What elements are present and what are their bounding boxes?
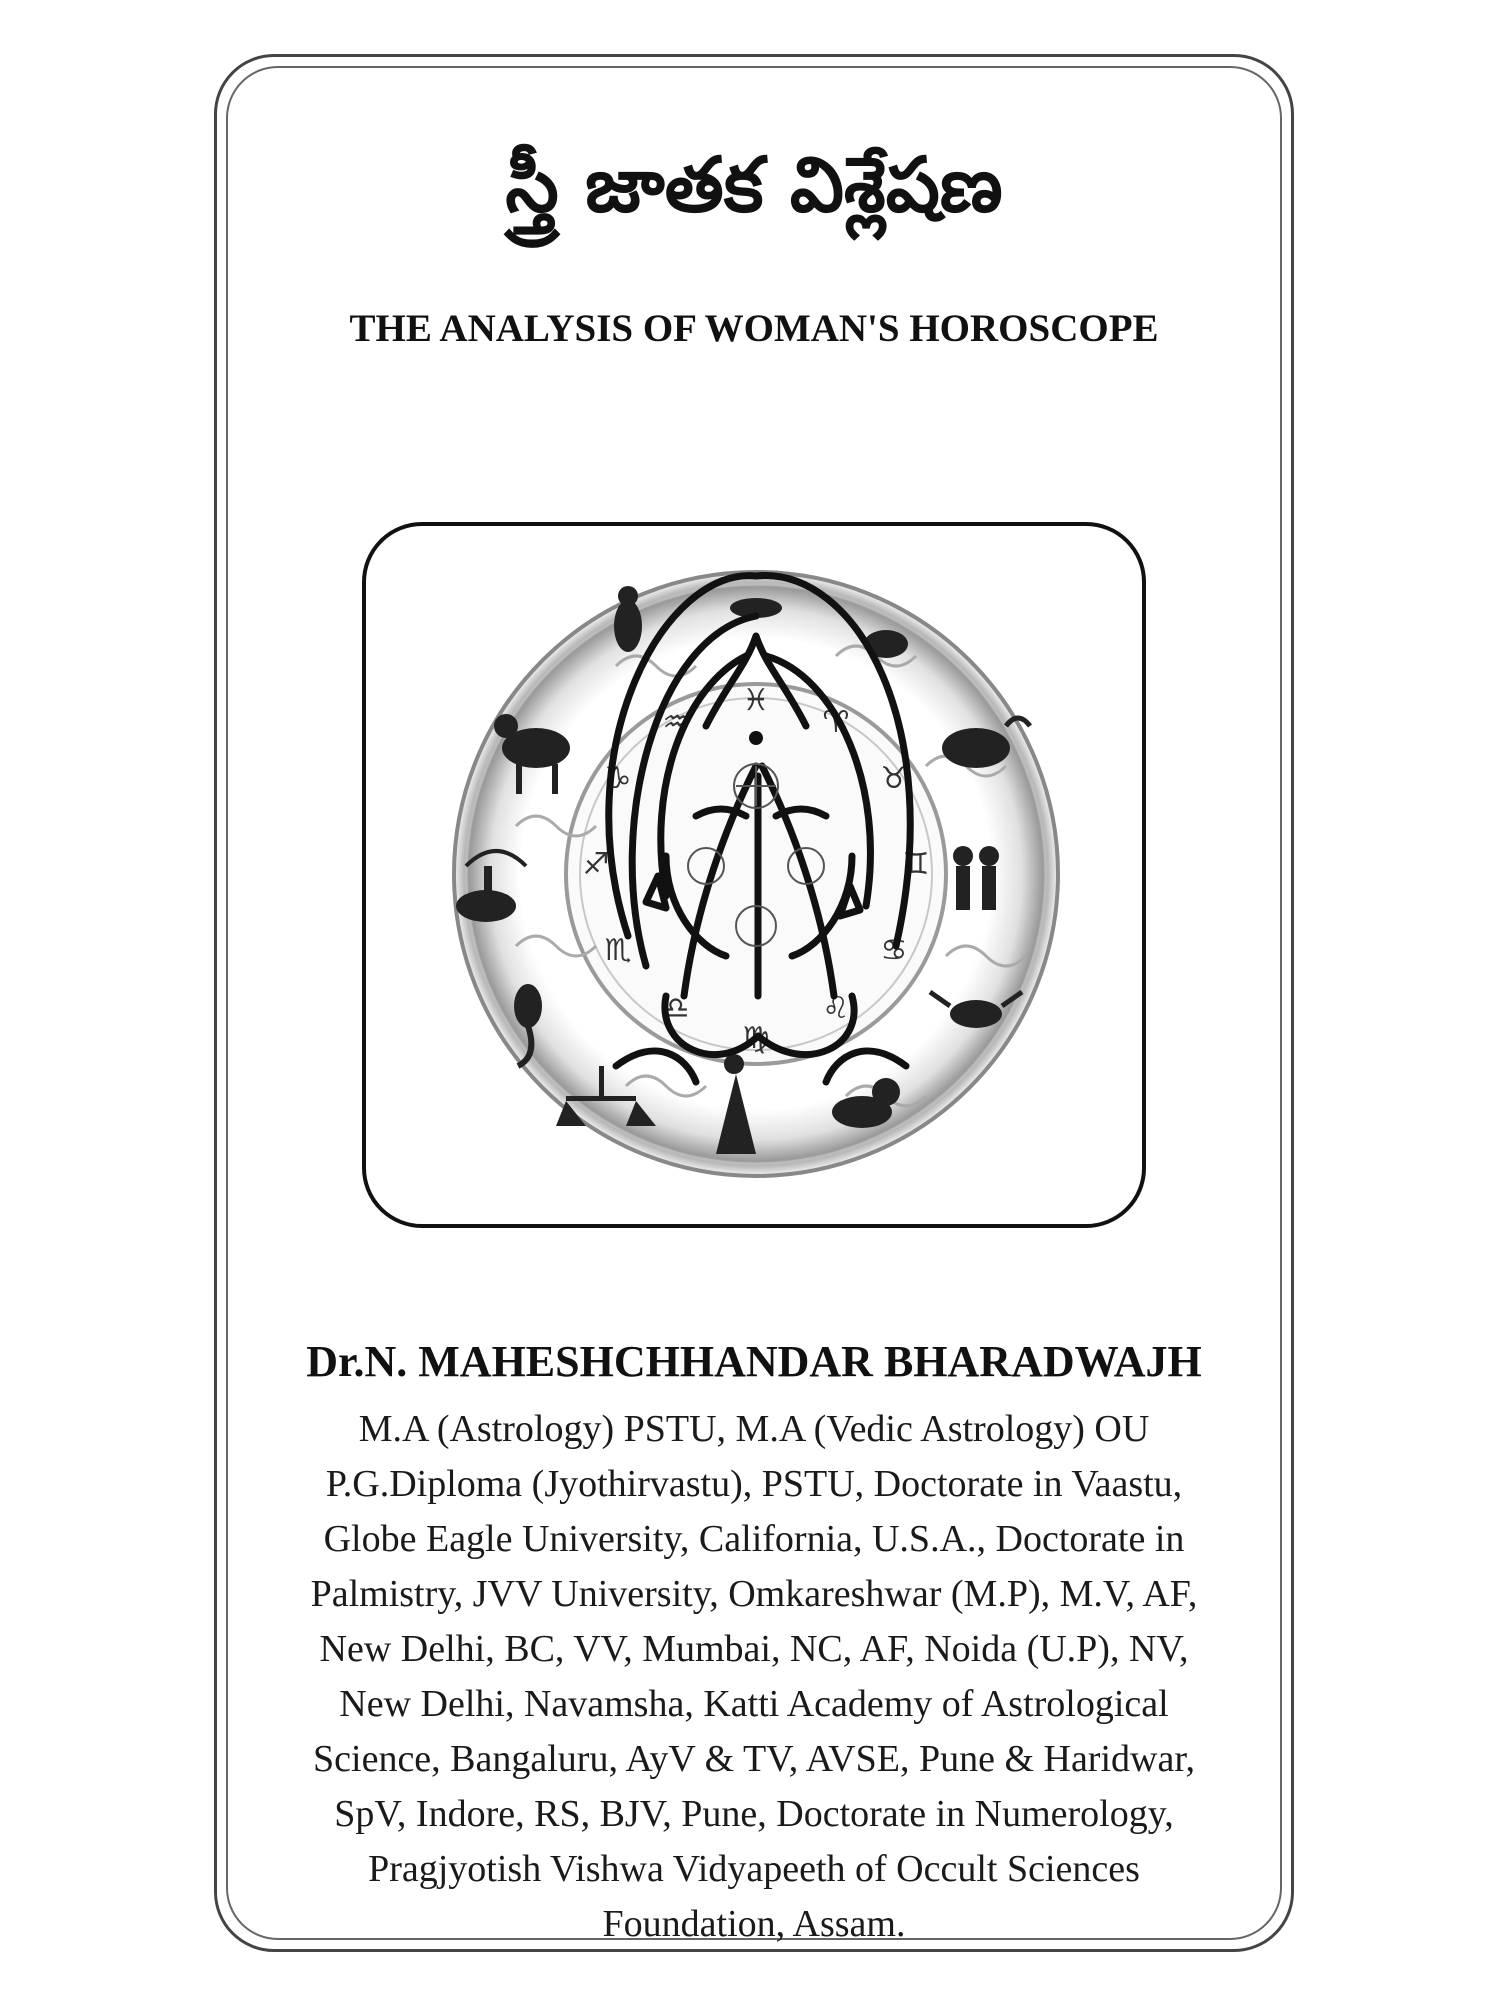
svg-text:♋: ♋ [880, 933, 908, 968]
author-name: Dr.N. MAHESHCHHANDAR BHARADWAJH [306, 1337, 1202, 1386]
emblem-frame [362, 522, 1146, 1228]
credential-line: Science, Bangaluru, AyV & TV, AVSE, Pune & Haridwar, [313, 1738, 1195, 1780]
title-telugu: స్త్రీ జాతక విశ్లేషణ [505, 140, 1003, 229]
svg-text:♏: ♏ [604, 933, 632, 968]
zodiac-wheel-namaste-woman-icon [366, 526, 1142, 1224]
credential-line: New Delhi, Navamsha, Katti Academy of Astrological [339, 1683, 1169, 1725]
svg-text:♈: ♈ [822, 705, 850, 740]
credential-line: Palmistry, JVV University, Omkareshwar (M.P), M.V, AF, [310, 1573, 1198, 1615]
svg-text:♒: ♒ [662, 705, 690, 740]
svg-text:♉: ♉ [880, 761, 908, 796]
credential-line: Pragjyotish Vishwa Vidyapeeth of Occult Sciences [368, 1848, 1140, 1890]
title-english: THE ANALYSIS OF WOMAN'S HOROSCOPE [349, 307, 1159, 350]
credential-line: M.A (Astrology) PSTU, M.A (Vedic Astrology) OU [358, 1408, 1150, 1450]
author-credentials [226, 1402, 1282, 1952]
credential-line: SpV, Indore, RS, BJV, Pune, Doctorate in Numerology, [334, 1793, 1174, 1835]
svg-text:♎: ♎ [662, 991, 690, 1026]
svg-text:♓: ♓ [742, 683, 770, 718]
credential-line: P.G.Diploma (Jyothirvastu), PSTU, Doctorate in Vaastu, [325, 1463, 1183, 1505]
credential-line: Globe Eagle University, California, U.S.A., Doctorate in [323, 1518, 1185, 1560]
svg-text:♍: ♍ [742, 1021, 770, 1056]
credential-line: Foundation, Assam. [602, 1903, 906, 1945]
svg-text:♊: ♊ [902, 847, 930, 882]
credential-line: New Delhi, BC, VV, Mumbai, NC, AF, Noida (U.P), NV, [319, 1628, 1189, 1670]
svg-text:♐: ♐ [582, 847, 610, 882]
svg-text:♑: ♑ [604, 761, 632, 796]
svg-text:♌: ♌ [822, 991, 850, 1026]
